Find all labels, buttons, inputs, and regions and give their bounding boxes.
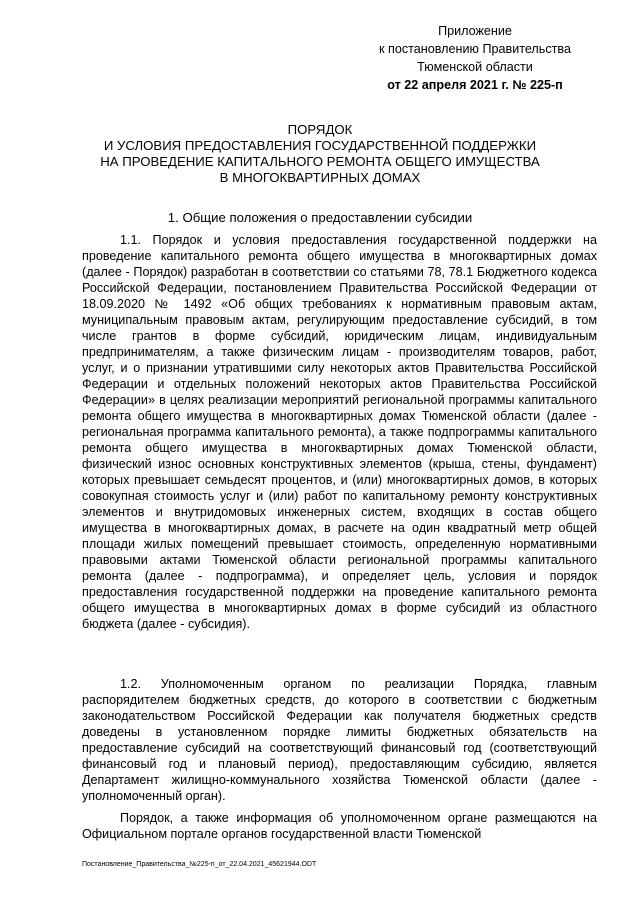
paragraph-1-1: 1.1. Порядок и условия предоставления государственной поддержки на проведение капитального ремонта общего имущества в многоквартирных домах (далее - Порядок) разработан в соответствии со статьями 78, 78.1 Бюджетного кодекса Российской Федерации, постановлением Правительства Российской Федерации от 18.09.2020 № 1492 «Об общих требованиях к нормативным правовым актам, муниципальным правовым актам, регулирующим предоставление субсидий, в том числе грантов в форме субсидий, юридическим лицам, индивидуальным предпринимателям, а также физическим лицам - производителям товаров, работ, услуг, и о признании утратившими силу некоторых актов Правительства Российской Федерации и отдельных положений некоторых актов Правительства Российской Федерации» в целях реализации мероприятий региональной программы капитального ремонта общего имущества в многоквартирных домах Тюменской области (далее - региональная программа капитального ремонта), а также подпрограммы капитального ремонта общего имущества в многоквартирных домах Тюменской области, физический износ основных конструктивных элементов (крыша, стены, фундамент) которых превышает семьдесят процентов, и (или) многоквартирных домов, в которых совокупная стоимость услуг и (или) работ по капитальному ремонту конструктивных элементов и внутридомовых инженерных систем, входящих в состав общего имущества в многоквартирных домах, в расчете на один квадратный метр общей площади жилых помещений превышает стоимость, определенную нормативными правовыми актами Тюменской области региональной программы капитального ремонта (далее - подпрограмма), и определяет цель, условия и порядок предоставления государственной поддержки на проведение капитального ремонта общего имущества в многоквартирных домах в форме субсидий из областного бюджета (далее - субсидия). [82,233,597,631]
appendix-header [360,22,590,94]
title-line-3: НА ПРОВЕДЕНИЕ КАПИТАЛЬНОГО РЕМОНТА ОБЩЕГО ИМУЩЕСТВА [100,154,540,169]
paragraph-1-2: 1.2. Уполномоченным органом по реализации Порядка, главным распорядителем бюджетных средств, до которого в соответствии с бюджетным законодательством Российской Федерации как получателя бюджетных средств доведены в установленном порядке лимиты бюджетных обязательств на предоставление субсидий на соответствующий финансовый год (соответствующий финансовый год и плановый период), предоставляющим субсидию, является Департамент жилищно-коммунального хозяйства Тюменской области (далее - уполномоченный орган). [82,677,597,803]
title-line-4: В МНОГОКВАРТИРНЫХ ДОМАХ [219,170,421,185]
paragraph-publication: Порядок, а также информация об уполномоченном органе размещаются на Официальном портале органов государственной власти Тюменской [82,811,597,841]
appendix-resolution-line: к постановлению Правительства [379,42,571,56]
title-line-2: И УСЛОВИЯ ПРЕДОСТАВЛЕНИЯ ГОСУДАРСТВЕННОЙ ПОДДЕРЖКИ [103,138,537,153]
section-heading: 1. Общие положения о предоставлении субсидии [167,210,473,225]
footer-filename: Постановление_Правительства_№225-п_от_22.04.2021_45621944.ODT [82,861,317,868]
appendix-date-number: от 22 апреля 2021 г. № 225-п [387,78,563,92]
title-line-1: ПОРЯДОК [287,122,353,137]
document-title [60,122,580,186]
appendix-label: Приложение [438,24,512,38]
appendix-region-line: Тюменской области [417,60,533,74]
